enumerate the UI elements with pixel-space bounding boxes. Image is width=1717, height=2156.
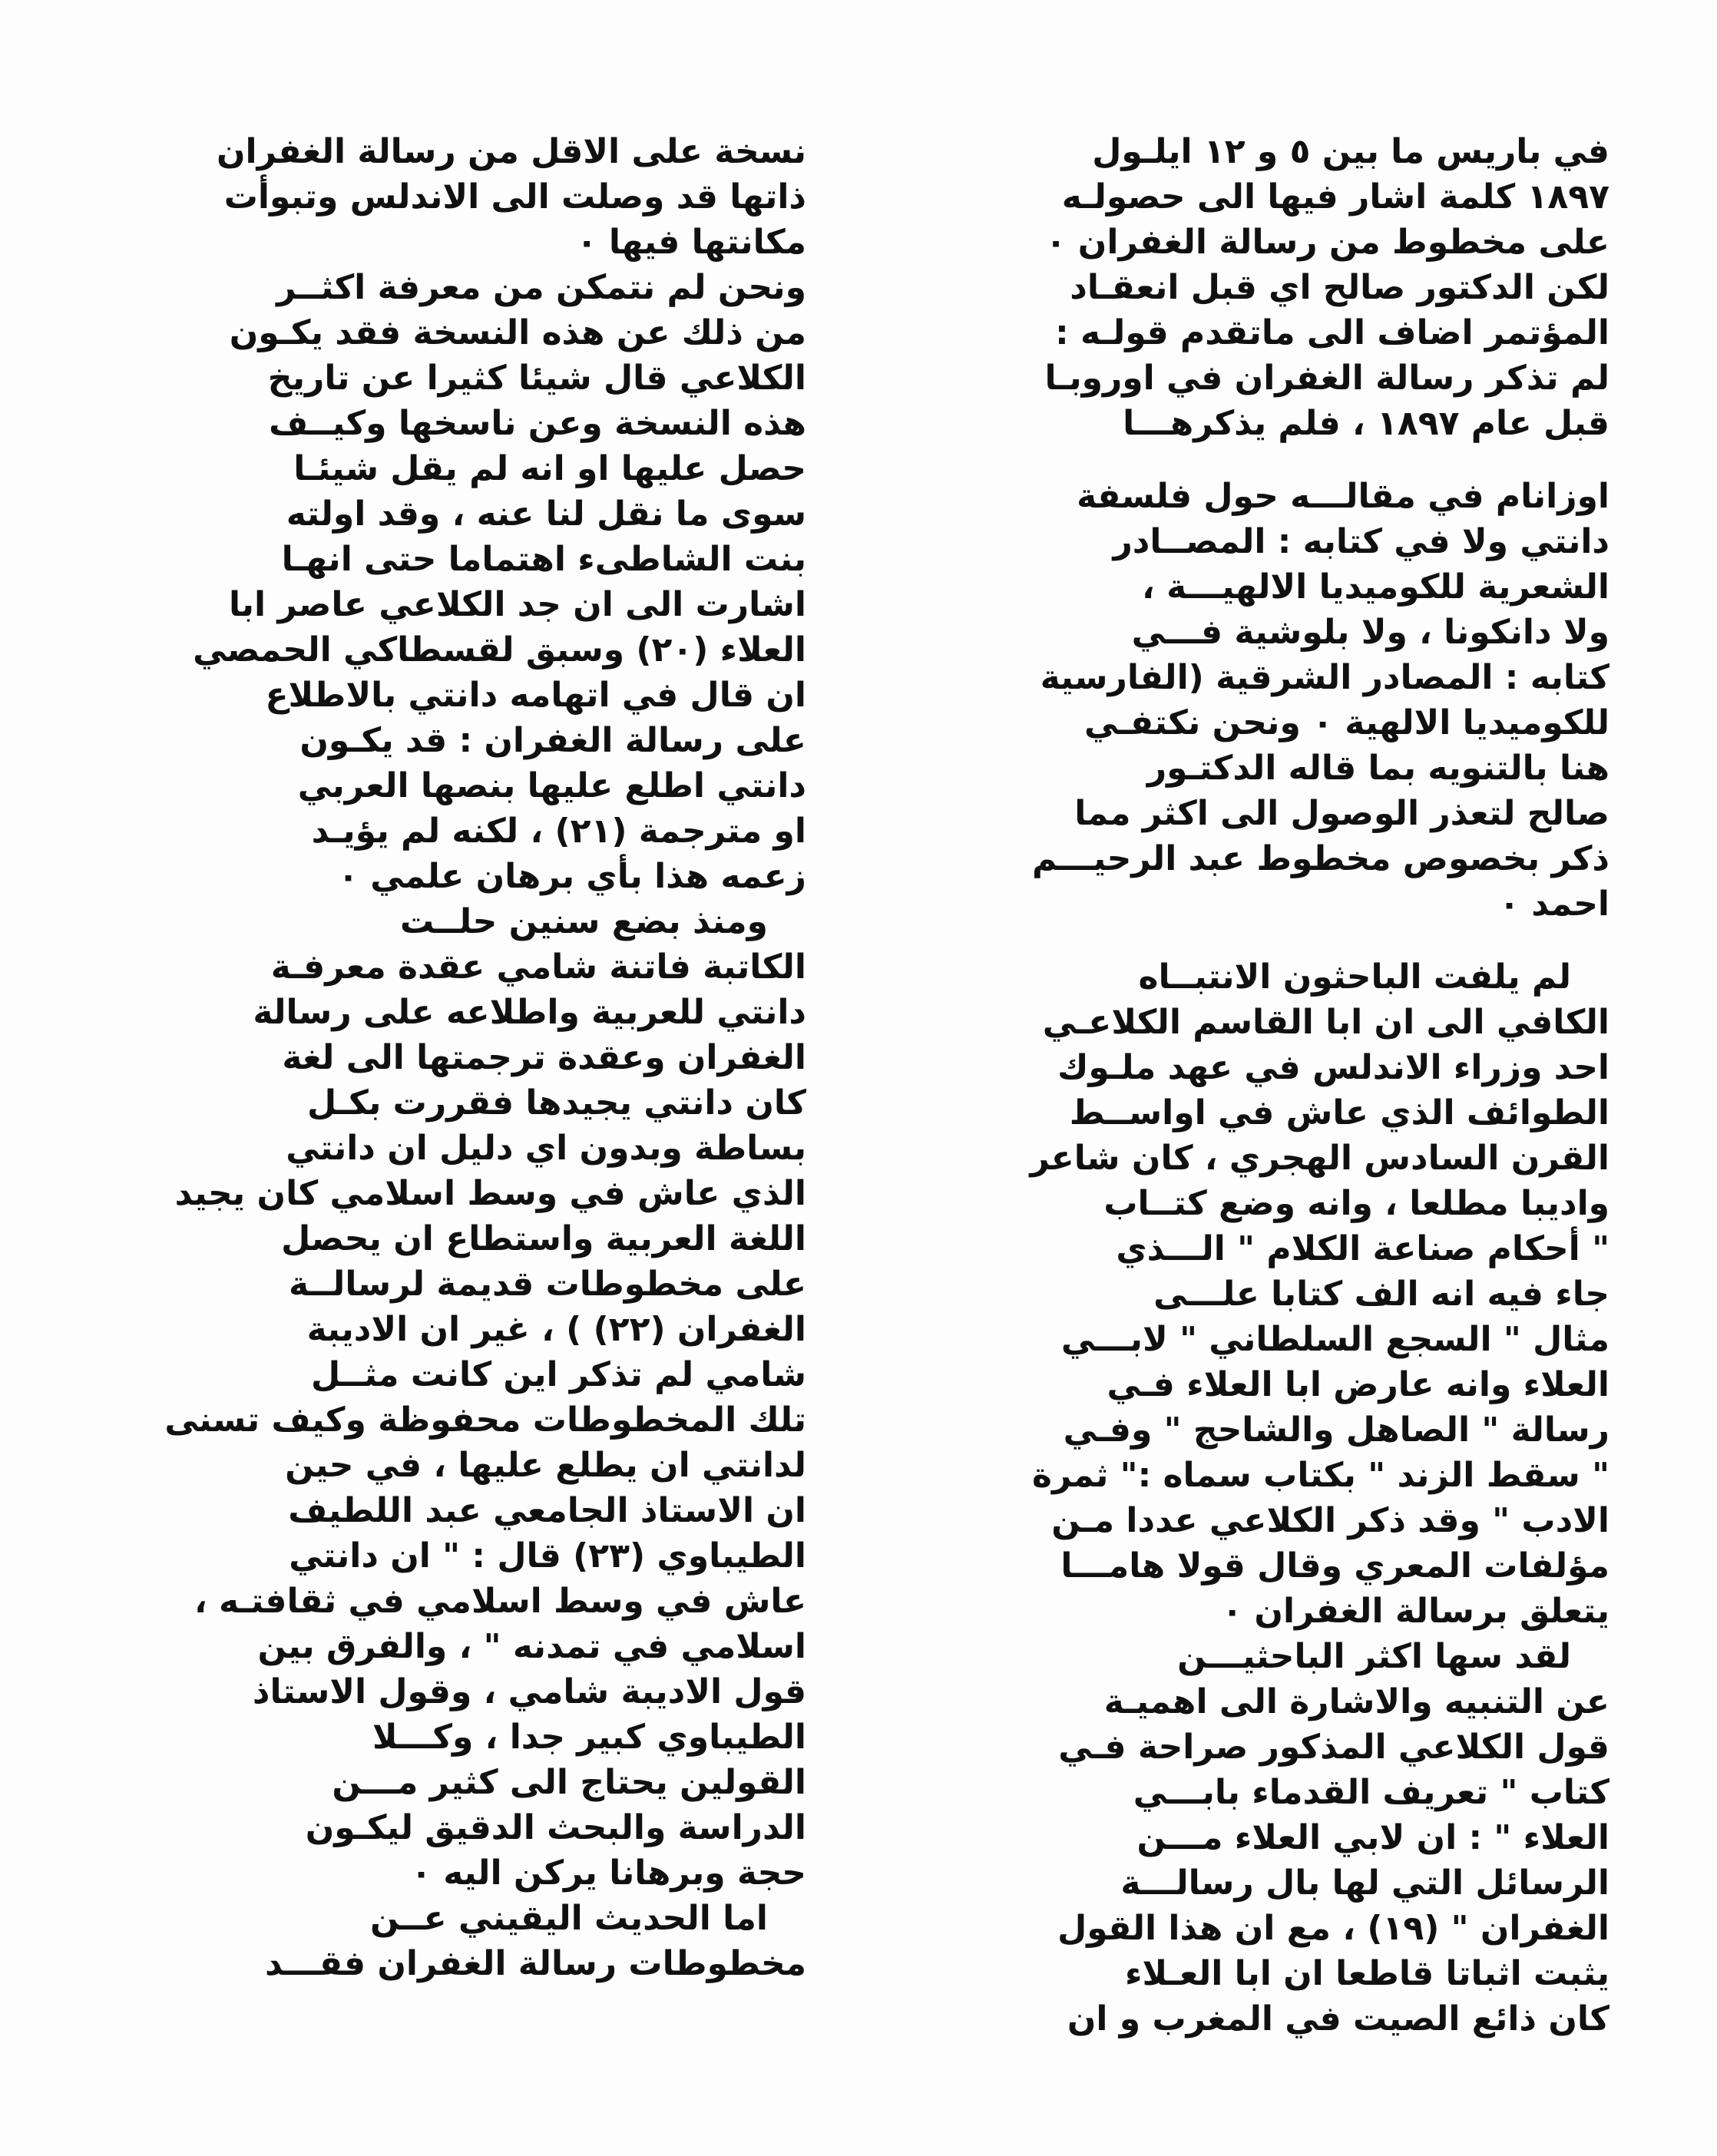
text-line: زعمه هذا بأي برهان علمي ٠ — [338, 857, 806, 896]
text-line: هذه النسخة وعن ناسخها وكيــف — [269, 404, 806, 443]
text-line: اوزانام في مقالـــه حول فلسفة — [1077, 477, 1609, 516]
text-line: كان دانتي يجيدها فقررت بكـل — [306, 1083, 806, 1123]
text-line: العلاء (٢٠) وسبق لقسطاكي الحمصي — [193, 630, 806, 670]
text-line: الغفران وعقدة ترجمتها الى لغة — [282, 1038, 806, 1077]
text-line: الشعرية للكوميديا الالهيـــة ، — [1142, 567, 1609, 607]
text-line: الكاتبة فاتنة شامي عقدة معرفـة — [270, 947, 806, 987]
text-line: الكلاعي قال شيئا كثيرا عن تاريخ — [267, 359, 806, 398]
text-line: تلك المخطوطات محفوظة وكيف تسنى — [164, 1400, 806, 1440]
text-line: يثبت اثباتا قاطعا ان ابا العـلاء — [1124, 1954, 1609, 1993]
text-line: احد وزراء الاندلس في عهد ملـوك — [1057, 1048, 1609, 1087]
text-line: الطيباوي كبير جدا ، وكـــلا — [372, 1718, 806, 1757]
text-line: العلاء " : ان لابي العلاء مـــن — [1136, 1818, 1609, 1857]
text-line: رسالة " الصاهل والشاحج " وفـي — [1063, 1410, 1609, 1450]
text-line: كان ذائع الصيت في المغرب و ان — [1067, 1999, 1609, 2039]
paragraph-gap — [918, 927, 1609, 954]
text-line: مكانتها فيها ٠ — [576, 223, 806, 262]
text-line: على مخطوطات قديمة لرسالــة — [289, 1265, 806, 1304]
text-line: القولين يحتاج الى كثير مـــن — [332, 1763, 806, 1802]
text-line: ان الاستاذ الجامعي عبد اللطيف — [288, 1491, 806, 1530]
text-line: الغفران " (١٩) ، مع ان هذا القول — [1057, 1909, 1609, 1948]
text-line: دانتي اطلع عليها بنصها العربي — [297, 766, 806, 805]
text-line: قول الاديبة شامي ، وقول الاستاذ — [252, 1672, 806, 1711]
text-line: كتابه : المصادر الشرقية (الفارسية — [1040, 658, 1609, 697]
text-line: مخطوطات رسالة الغفران فقـــد — [265, 1944, 806, 1983]
text-line: حجة وبرهانا يركن اليه ٠ — [411, 1853, 806, 1893]
text-line: " أحكام صناعة الكلام " الـــذي — [1116, 1229, 1609, 1268]
text-line: على رسالة الغفران : قد يكـون — [299, 721, 806, 760]
text-line: من ذلك عن هذه النسخة فقد يكـون — [229, 313, 806, 352]
text-line: ان قال في اتهامه دانتي بالاطلاع — [265, 676, 806, 715]
text-line: الذي عاش في وسط اسلامي كان يجيد — [174, 1174, 806, 1213]
text-line: الدراسة والبحث الدقيق ليكـون — [305, 1808, 806, 1847]
text-line: على مخطوط من رسالة الغفران ٠ — [1045, 223, 1609, 262]
text-line: العلاء وانه عارض ابا العلاء فـي — [1107, 1365, 1609, 1404]
text-line: " سقط الزند " بكتاب سماه :" ثمرة — [1032, 1456, 1609, 1495]
text-line: او مترجمة (٢١) ، لكنه لم يؤيـد — [311, 812, 806, 851]
left-column — [100, 129, 806, 1986]
text-line: سوى ما نقل لنا عنه ، وقد اولته — [286, 494, 806, 534]
text-line: نسخة على الاقل من رسالة الغفران — [216, 132, 806, 171]
text-line: ولا دانكونا ، ولا بلوشية فـــي — [1131, 613, 1609, 652]
text-line: لم تذكر رسالة الغفران في اوروبـا — [1044, 359, 1609, 398]
text-line: كتاب " تعريف القدماء بابـــي — [1133, 1773, 1609, 1812]
text-line: مؤلفات المعري وقال قولا هامـــا — [1060, 1546, 1609, 1586]
text-line: لكن الدكتور صالح اي قبل انعقـاد — [1070, 268, 1609, 307]
text-line: شامي لم تذكر اين كانت مثــل — [310, 1355, 806, 1394]
text-line: دانتي للعربية واطلاعه على رسالة — [253, 993, 806, 1032]
text-line: اللغة العربية واستطاع ان يحصل — [281, 1219, 806, 1258]
text-line: مثال " السجع السلطاني " لابـــي — [1060, 1320, 1609, 1359]
text-line: اما الحديث اليقيني عــن — [369, 1899, 768, 1938]
text-line: المؤتمر اضاف الى ماتقدم قولـه : — [1055, 313, 1609, 352]
text-line: الرسائل التي لها بال رسالـــة — [1120, 1863, 1609, 1903]
text-line: لقد سها اكثر الباحثيـــن — [1177, 1637, 1571, 1676]
text-line: الادب " وقد ذكر الكلاعي عددا مـن — [1051, 1501, 1609, 1540]
text-line: ذكر بخصوص مخطوط عبد الرحيـــم — [1032, 839, 1609, 878]
text-line: اشارت الى ان جد الكلاعي عاصر ابا — [229, 585, 806, 624]
text-line: احمد ٠ — [1499, 885, 1609, 924]
text-line: هنا بالتنويه بما قاله الدكتـور — [1146, 749, 1609, 788]
text-line: القرن السادس الهجري ، كان شاعر — [1030, 1139, 1609, 1178]
text-line: ونحن لم نتمكن من معرفة اكثــر — [276, 268, 806, 307]
text-line: الطيباوي (٢٣) قال : " ان دانتي — [289, 1536, 806, 1576]
text-line: عاش في وسط اسلامي في ثقافتـه ، — [194, 1582, 806, 1621]
paragraph-gap — [918, 446, 1609, 474]
text-line: جاء فيه انه الف كتابا علـــى — [1153, 1275, 1609, 1314]
text-line: ١٨٩٧ كلمة اشار فيها الى حصولـه — [1061, 177, 1609, 217]
text-line: الطوائف الذي عاش في اواســط — [1069, 1093, 1609, 1133]
text-line: الغفران (٢٢) ) ، غير ان الاديبة — [306, 1310, 806, 1349]
text-line: ومنذ بضع سنين حلــت — [400, 902, 768, 941]
text-line: في باريس ما بين ٥ و ١٢ ايلـول — [1092, 132, 1609, 171]
text-line: للكوميديا الالهية ٠ ونحن نكتفـي — [1084, 703, 1609, 742]
text-line: قول الكلاعي المذكور صراحة فـي — [1058, 1728, 1609, 1767]
text-line: دانتي ولا في كتابه : المصــادر — [1113, 522, 1609, 561]
text-line: لدانتي ان يطلع عليها ، في حين — [285, 1446, 806, 1485]
text-line: يتعلق برسالة الغفران ٠ — [1222, 1592, 1609, 1631]
text-line: عن التنبيه والاشارة الى اهميـة — [1103, 1682, 1609, 1721]
right-column — [918, 129, 1609, 2042]
text-line: قبل عام ١٨٩٧ ، فلم يذكرهـــا — [1123, 404, 1609, 443]
text-line: لم يلفت الباحثون الانتبــاه — [1138, 957, 1571, 997]
text-line: واديبا مطلعا ، وانه وضع كتــاب — [1103, 1184, 1609, 1223]
text-line: الكافي الى ان ابا القاسم الكلاعـي — [1042, 1003, 1609, 1042]
text-line: صالح لتعذر الوصول الى اكثر مما — [1074, 794, 1609, 833]
text-line: اسلامي في تمدنه " ، والفرق بين — [257, 1627, 806, 1666]
text-line: بساطة وبدون اي دليل ان دانتي — [286, 1129, 806, 1168]
text-line: بنت الشاطىء اهتماما حتى انهـا — [281, 540, 806, 579]
text-line: حصل عليها او انه لم يقل شيئـا — [293, 449, 806, 488]
text-line: ذاتها قد وصلت الى الاندلس وتبوأت — [223, 177, 806, 217]
